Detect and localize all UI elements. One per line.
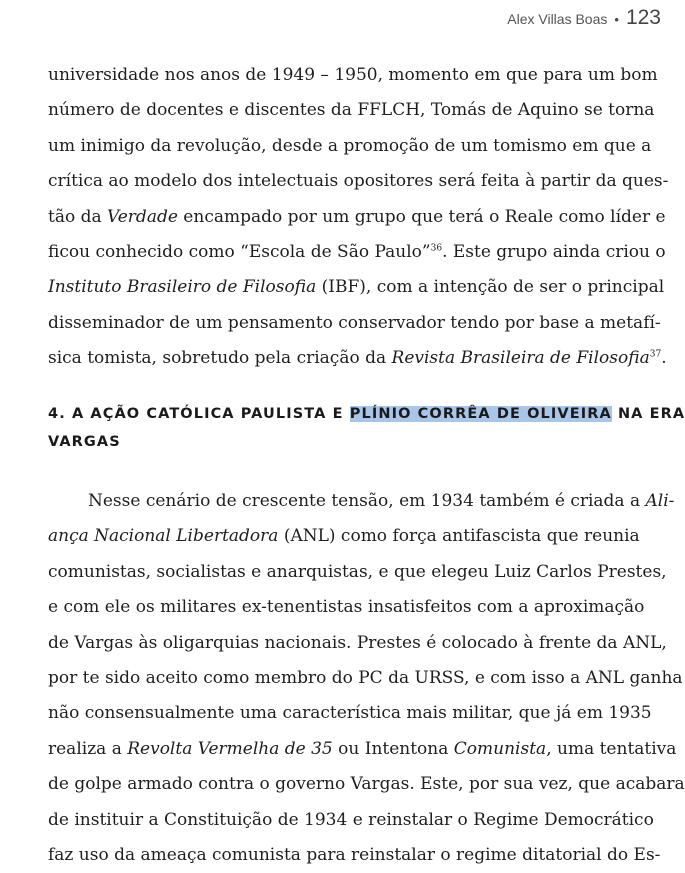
text-line: comunistas, socialistas e anarquistas, e que elegeu Luiz Carlos Prestes, bbox=[48, 561, 667, 582]
paragraph-2 bbox=[48, 484, 685, 873]
text-line: ficou conhecido como “Escola de São Paulo”$^{36}$. Este grupo ainda criou o bbox=[48, 242, 666, 263]
text-line: de golpe armado contra o governo Vargas. Este, por sua vez, que acabara bbox=[48, 774, 685, 795]
paragraph-1 bbox=[48, 58, 669, 377]
italic-term: Verdade bbox=[107, 206, 178, 227]
bullet-separator: • bbox=[614, 12, 619, 27]
footnote-ref[interactable]: 37 bbox=[649, 349, 662, 360]
author-name: Alex Villas Boas bbox=[507, 11, 608, 27]
text-line: e com ele os militares ex-tenentistas insatisfeitos com a aproximação bbox=[48, 597, 645, 618]
text-line: sica tomista, sobretudo pela criação da Revista Brasileira de Filosofia$^{37}$. bbox=[48, 348, 667, 369]
page-number: 123 bbox=[625, 6, 661, 29]
running-header bbox=[507, 6, 661, 30]
highlighted-selection[interactable]: PLÍNIO CORRÊA DE OLIVEIRA bbox=[349, 406, 612, 422]
footnote-ref[interactable]: 36 bbox=[430, 243, 443, 254]
text-line: universidade nos anos de 1949 – 1950, momento em que para um bom bbox=[48, 65, 658, 85]
text-line: ança Nacional Libertadora (ANL) como força antifascista que reunia bbox=[48, 526, 640, 547]
text-line: Nesse cenário de crescente tensão, em 1934 também é criada a Ali- bbox=[88, 491, 675, 511]
heading-line: 4. A AÇÃO CATÓLICA PAULISTA E PLÍNIO CORRÊA DE OLIVEIRA NA ERA bbox=[48, 406, 685, 422]
italic-term: Revolta Vermelha de 35 bbox=[127, 738, 333, 759]
heading-line: VARGAS bbox=[48, 434, 121, 450]
section-heading bbox=[48, 400, 685, 456]
text-line: de instituir a Constituição de 1934 e reinstalar o Regime Democrático bbox=[48, 809, 654, 830]
text-line: número de docentes e discentes da FFLCH, Tomás de Aquino se torna bbox=[48, 100, 655, 121]
text-line: um inimigo da revolução, desde a promoção de um tomismo em que a bbox=[48, 135, 652, 156]
text-line: faz uso da ameaça comunista para reinstalar o regime ditatorial do Es- bbox=[48, 845, 661, 866]
italic-term: Revista Brasileira de Filosofia bbox=[391, 348, 650, 369]
text-line: crítica ao modelo dos intelectuais opositores será feita à partir da ques- bbox=[48, 171, 669, 192]
text-line: Instituto Brasileiro de Filosofia (IBF), com a intenção de ser o principal bbox=[48, 277, 665, 298]
italic-term: Comunista bbox=[453, 738, 547, 759]
text-line: disseminador de um pensamento conservador tendo por base a metafí- bbox=[48, 312, 661, 333]
text-line: tão da Verdade encampado por um grupo que terá o Reale como líder e bbox=[48, 206, 666, 227]
italic-term: Ali- bbox=[645, 491, 675, 511]
italic-term: Instituto Brasileiro de Filosofia bbox=[48, 277, 317, 298]
text-line: realiza a Revolta Vermelha de 35 ou Intentona Comunista, uma tentativa bbox=[48, 738, 677, 759]
italic-term: ança Nacional Libertadora bbox=[48, 526, 279, 547]
text-line: não consensualmente uma característica mais militar, que já em 1935 bbox=[48, 703, 652, 724]
text-line: por te sido aceito como membro do PC da URSS, e com isso a ANL ganha bbox=[48, 668, 683, 689]
text-line: de Vargas às oligarquias nacionais. Prestes é colocado à frente da ANL, bbox=[48, 632, 667, 653]
